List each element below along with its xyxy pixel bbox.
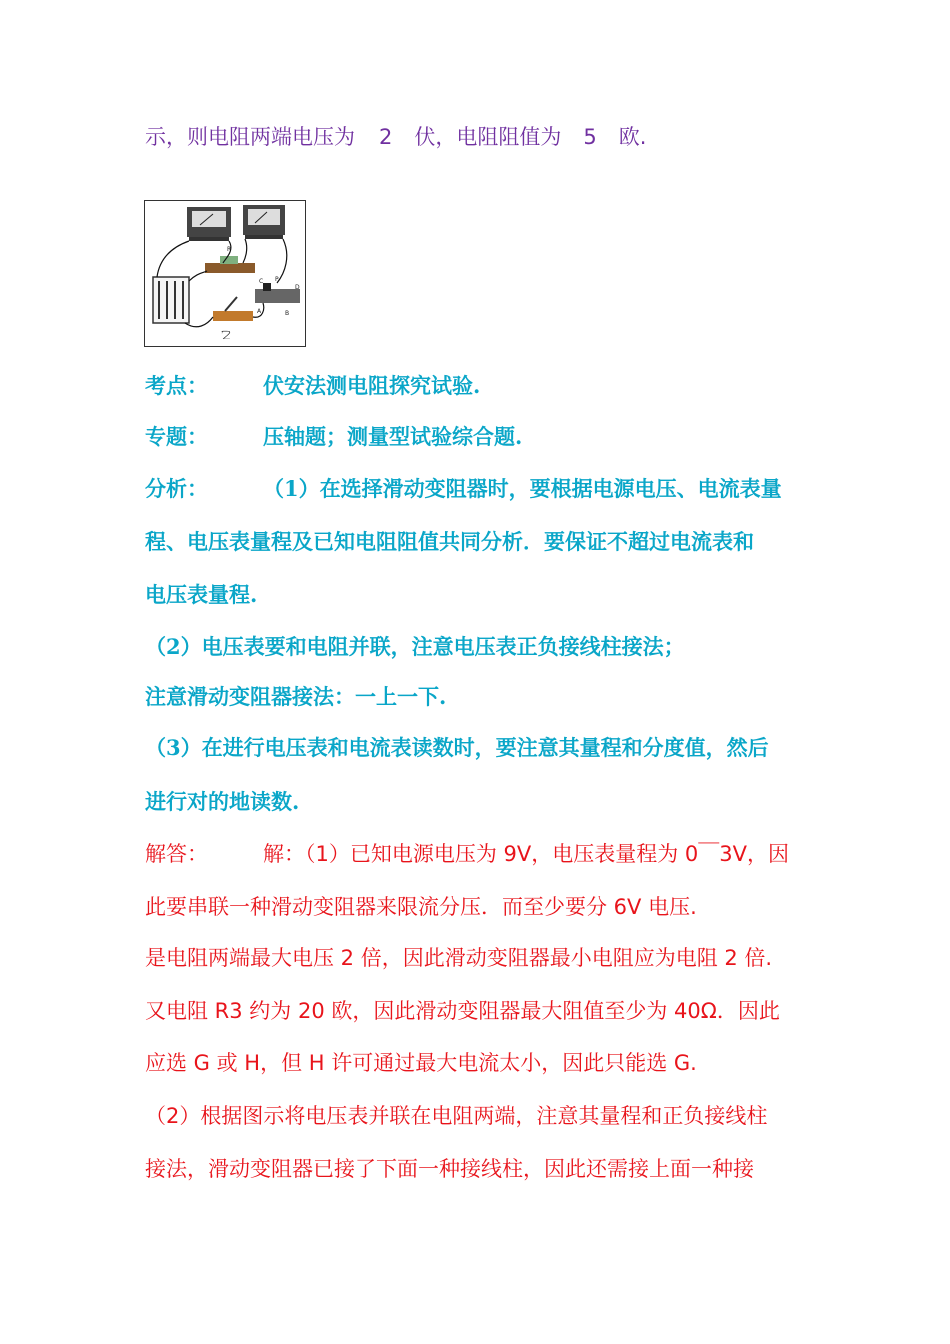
fenxi-label: 分析： bbox=[145, 476, 208, 501]
label-r: R bbox=[227, 246, 232, 253]
answer-line-3: 是电阻两端最大电压 2 倍，因此滑动变阻器最小电阻应为电阻 2 倍. bbox=[145, 946, 773, 970]
zhuanti-text: 压轴题；测量型试验综合题. bbox=[263, 424, 523, 449]
label-c: C bbox=[259, 278, 264, 285]
fenxi-line-1 bbox=[145, 474, 782, 504]
fenxi-line-5: 注意滑动变阻器接法：一上一下. bbox=[145, 684, 447, 709]
circuit-diagram bbox=[145, 201, 305, 346]
top-line bbox=[145, 122, 646, 152]
kaodian-line bbox=[145, 371, 480, 401]
resistance-answer: 5 bbox=[583, 125, 597, 149]
fenxi-text-1: （1）在选择滑动变阻器时，要根据电源电压、电流表量 bbox=[263, 476, 782, 501]
voltage-answer: 2 bbox=[379, 125, 393, 149]
kaodian-text: 伏安法测电阻探究试验. bbox=[263, 373, 481, 398]
battery-icon bbox=[153, 277, 189, 323]
answer-line-2: 此要串联一种滑动变阻器来限流分压．而至少要分 6V 电压. bbox=[145, 895, 697, 919]
answer-line-5: 应选 G 或 H，但 H 许可通过最大电流太小，因此只能选 G. bbox=[145, 1051, 697, 1075]
top-text-3: 欧. bbox=[618, 125, 647, 149]
answer-line-6: （2）根据图示将电压表并联在电阻两端，注意其量程和正负接线柱 bbox=[145, 1104, 768, 1128]
fenxi-line-2: 程、电压表量程及已知电阻阻值共同分析．要保证不超过电流表和 bbox=[145, 529, 754, 554]
fenxi-line-4: （2）电压表要和电阻并联，注意电压表正负接线柱接法； bbox=[145, 634, 685, 659]
figure-caption: 乙 bbox=[221, 328, 231, 339]
switch-icon bbox=[213, 297, 253, 321]
fenxi-line-3: 电压表量程. bbox=[145, 582, 258, 607]
ammeter-icon bbox=[187, 207, 231, 241]
circuit-figure bbox=[144, 200, 306, 347]
answer-label: 解答： bbox=[145, 842, 208, 866]
zhuanti-line bbox=[145, 422, 522, 452]
answer-line-1 bbox=[145, 839, 789, 869]
answer-line-7: 接法，滑动变阻器已接了下面一种接线柱，因此还需接上面一种接 bbox=[145, 1157, 754, 1181]
label-p: P bbox=[275, 276, 279, 283]
fenxi-line-7: 进行对的地读数. bbox=[145, 789, 300, 814]
label-a: A bbox=[257, 308, 262, 315]
voltmeter-icon bbox=[243, 205, 285, 239]
top-text-2: 伏，电阻阻值为 bbox=[414, 125, 562, 149]
fenxi-line-6: （3）在进行电压表和电流表读数时，要注意其量程和分度值，然后 bbox=[145, 735, 769, 760]
label-d: D bbox=[295, 284, 300, 291]
answer-text-1: 解：（1）已知电源电压为 9V，电压表量程为 0￣3V，因 bbox=[263, 842, 790, 866]
answer-line-4: 又电阻 R3 约为 20 欧，因此滑动变阻器最大阻值至少为 40Ω．因此 bbox=[145, 999, 780, 1023]
zhuanti-label: 专题： bbox=[145, 424, 208, 449]
kaodian-label: 考点： bbox=[145, 373, 208, 398]
top-text-1: 示，则电阻两端电压为 bbox=[145, 125, 355, 149]
label-b: B bbox=[285, 310, 290, 317]
